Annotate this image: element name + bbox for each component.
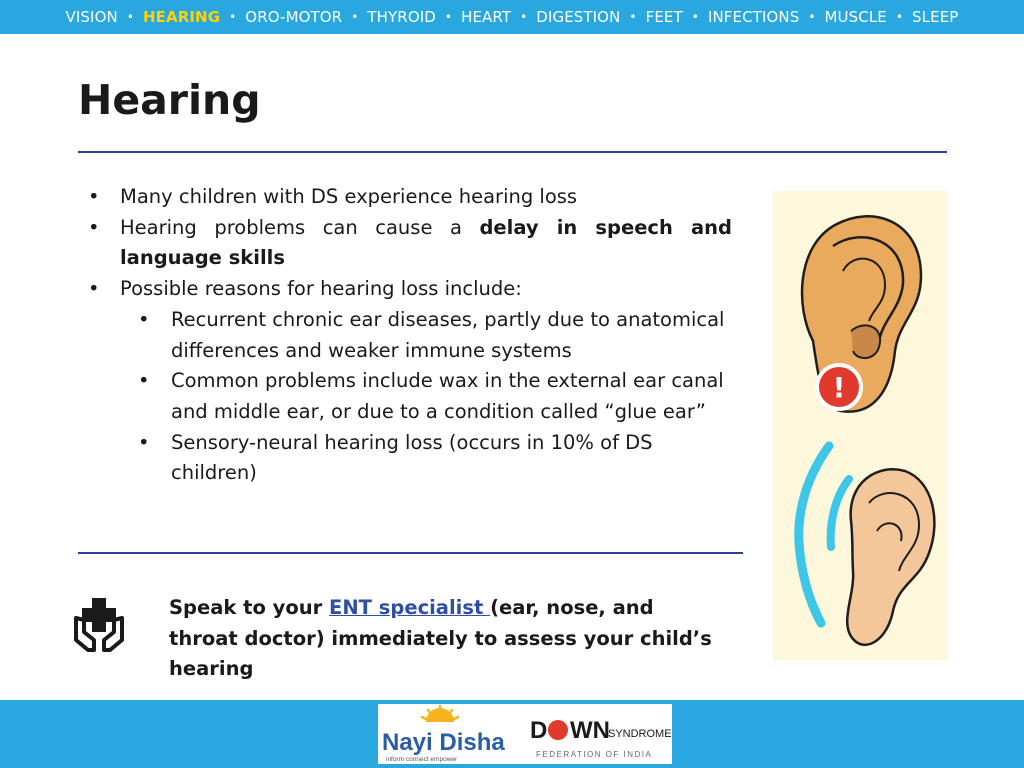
ent-specialist-link[interactable]: ENT specialist bbox=[329, 596, 491, 619]
nav-separator: • bbox=[629, 10, 637, 24]
logo-nayi-disha-name: Nayi Disha bbox=[382, 729, 505, 756]
nav-separator: • bbox=[895, 10, 904, 24]
ear-with-sound-waves-icon bbox=[799, 446, 935, 645]
logo-down-letters-wn: WN bbox=[570, 717, 610, 744]
nav-separator: • bbox=[520, 10, 528, 24]
specialist-callout bbox=[169, 593, 729, 685]
nav-feet[interactable]: FEET bbox=[645, 8, 683, 26]
logo-nayi-disha-tagline: inform connect empower bbox=[386, 756, 458, 763]
nav-digestion[interactable]: DIGESTION bbox=[536, 8, 621, 26]
nav-hearing[interactable]: HEARING bbox=[143, 8, 221, 26]
nav-heart[interactable]: HEART bbox=[461, 8, 512, 26]
bullet-item bbox=[88, 182, 732, 213]
sub-bullet-item bbox=[88, 366, 732, 427]
callout-text-post: (ear, nose, and throat doctor) immediately to assess your child’s hearing bbox=[169, 596, 712, 680]
sub-bullet-text: Common problems include wax in the external ear canal and middle ear, or due to a condition called “glue ear” bbox=[171, 369, 724, 423]
bullet-item bbox=[88, 274, 732, 305]
sub-bullet-item bbox=[88, 428, 732, 489]
bullet-text: Possible reasons for hearing loss include: bbox=[120, 277, 522, 301]
callout-text-pre: Speak to your bbox=[169, 596, 330, 619]
nav-thyroid[interactable]: THYROID bbox=[367, 8, 436, 26]
bullet-item bbox=[88, 213, 732, 274]
bullet-marker: • bbox=[138, 307, 150, 331]
topic-nav-bar bbox=[0, 0, 1024, 34]
bullet-marker: • bbox=[88, 277, 100, 301]
sub-bullet-item bbox=[88, 305, 732, 366]
title-divider bbox=[78, 151, 947, 153]
bullet-marker: • bbox=[138, 369, 150, 393]
section-divider bbox=[78, 552, 743, 554]
logo-down-letter-d: D bbox=[530, 717, 548, 744]
nav-oro-motor[interactable]: ORO-MOTOR bbox=[245, 8, 343, 26]
nav-separator: • bbox=[351, 10, 359, 24]
bullet-text: Many children with DS experience hearing loss bbox=[120, 185, 578, 208]
sub-bullet-text: Sensory-neural hearing loss (occurs in 10% of DS children) bbox=[171, 430, 653, 485]
medical-care-hands-icon bbox=[74, 596, 124, 652]
logo-down-o-circle bbox=[548, 720, 568, 740]
ear-illustrations bbox=[773, 191, 948, 660]
bullet-marker: • bbox=[138, 430, 150, 454]
warning-mark: ! bbox=[832, 371, 846, 404]
nav-vision[interactable]: VISION bbox=[65, 8, 118, 26]
logo-group bbox=[378, 704, 672, 764]
nayi-disha-logo bbox=[382, 706, 505, 763]
bullet-marker: • bbox=[88, 215, 100, 239]
bullet-list bbox=[88, 182, 732, 489]
down-syndrome-federation-logo bbox=[530, 717, 672, 759]
bullet-text: Hearing problems can cause a bbox=[120, 215, 480, 239]
nav-infections[interactable]: INFECTIONS bbox=[707, 8, 800, 26]
partner-logos bbox=[378, 704, 672, 764]
nav-muscle[interactable]: MUSCLE bbox=[824, 8, 887, 26]
ear-with-warning-icon bbox=[802, 216, 921, 411]
logo-syndrome-text: SYNDROME bbox=[608, 728, 672, 740]
nav-separator: • bbox=[229, 10, 237, 24]
nav-sleep[interactable]: SLEEP bbox=[912, 8, 959, 26]
logo-federation-text: FEDERATION OF INDIA bbox=[536, 750, 653, 759]
bullet-marker: • bbox=[88, 185, 100, 208]
bullet-bold-text: delay in speech and language skills bbox=[120, 215, 732, 270]
nav-separator: • bbox=[808, 10, 816, 24]
illustration-panel bbox=[773, 191, 948, 660]
sub-bullet-text: Recurrent chronic ear diseases, partly due to anatomical differences and weaker immune systems bbox=[171, 307, 725, 362]
page-title: Hearing bbox=[78, 76, 261, 124]
nav-separator: • bbox=[444, 10, 453, 24]
nav-separator: • bbox=[126, 10, 134, 24]
nav-separator: • bbox=[691, 10, 699, 24]
